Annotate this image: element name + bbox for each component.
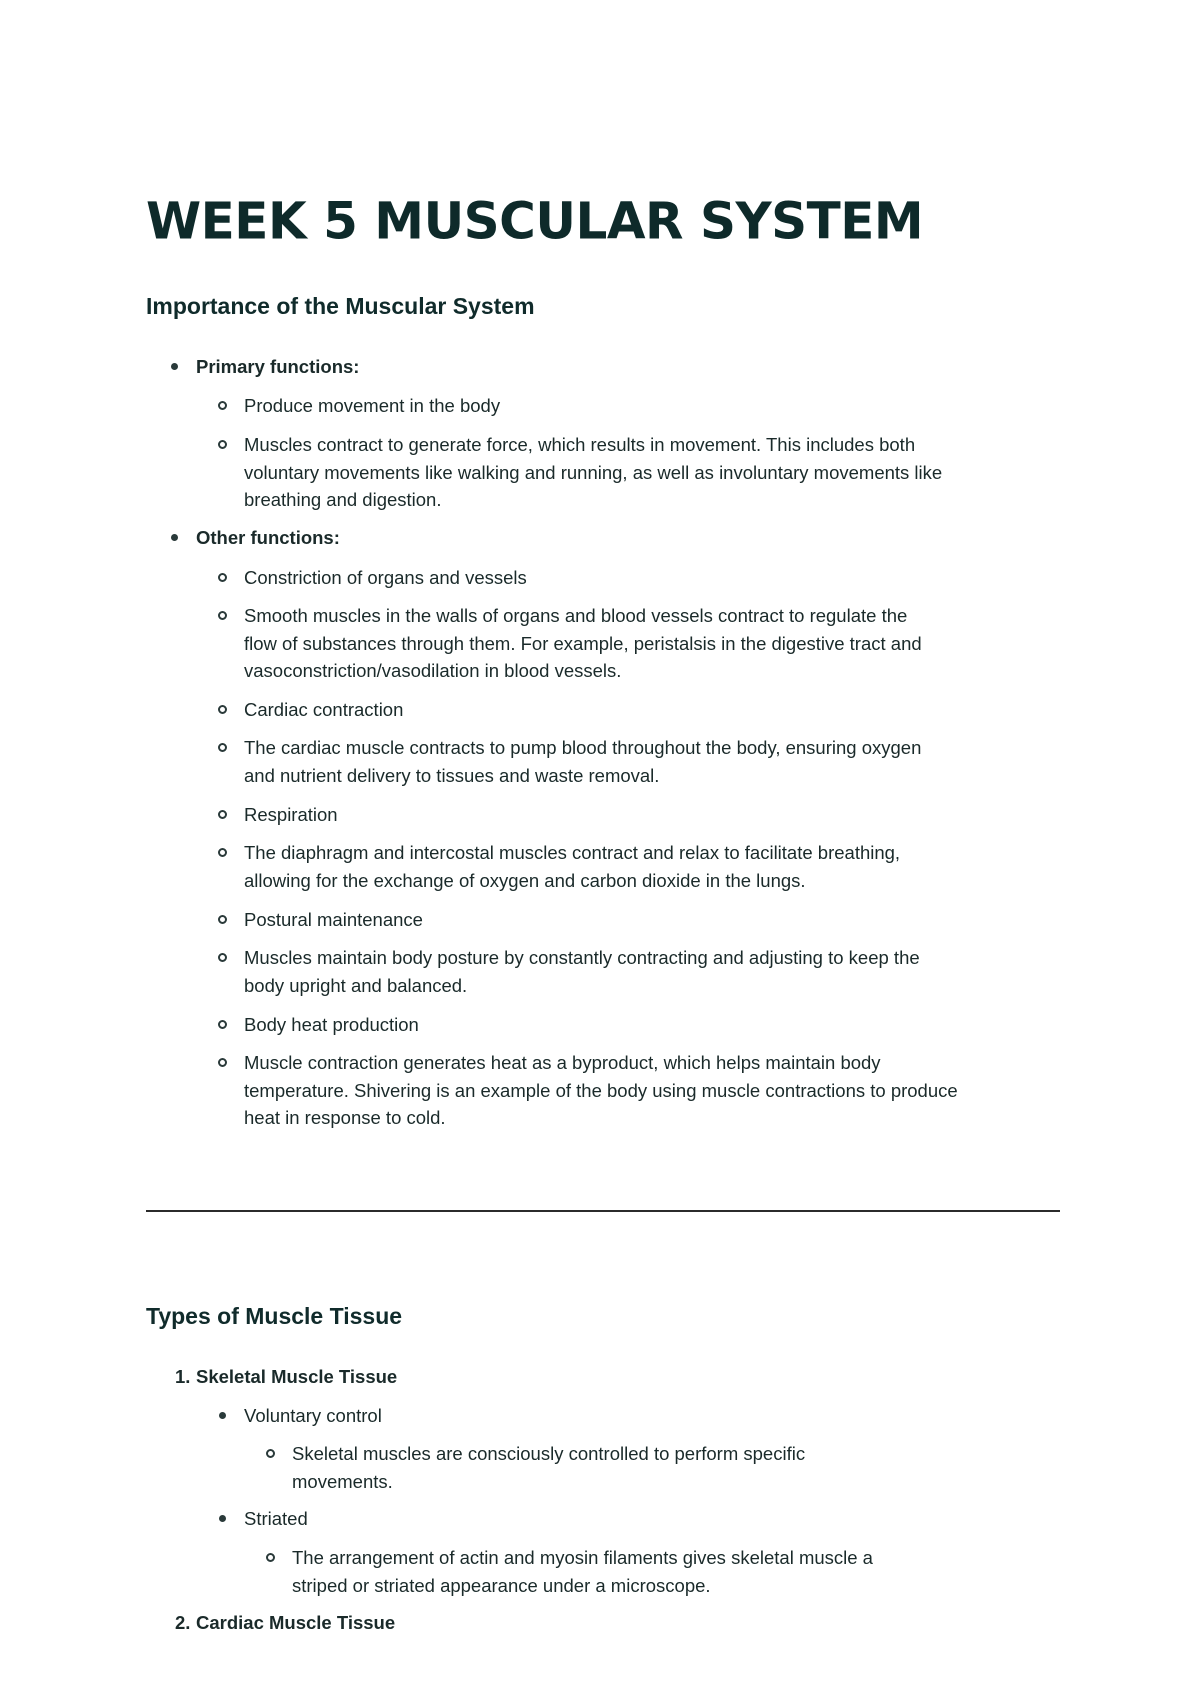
- circle-bullet-icon: [218, 573, 227, 582]
- list-item: The arrangement of actin and myosin filaments gives skeletal muscle a striped or striated appearance under a microscope.: [292, 1544, 912, 1599]
- list-item: Striated: [244, 1505, 308, 1533]
- circle-bullet-icon: [218, 1058, 227, 1067]
- circle-bullet-icon: [218, 743, 227, 752]
- list-item: Muscle contraction generates heat as a byproduct, which helps maintain body temperature. Shivering is an example of the body using muscle contractions to produce heat in response to cold.: [244, 1049, 964, 1132]
- circle-bullet-icon: [218, 1020, 227, 1029]
- list-item-other-functions: [196, 524, 340, 552]
- list-label: Skeletal Muscle Tissue: [196, 1366, 398, 1387]
- bullet-icon: [171, 363, 178, 370]
- list-label: Other functions:: [196, 527, 340, 548]
- circle-bullet-icon: [218, 810, 227, 819]
- list-item: Body heat production: [244, 1011, 944, 1039]
- horizontal-divider: [146, 1210, 1060, 1212]
- circle-bullet-icon: [218, 705, 227, 714]
- list-number: 1.: [175, 1366, 191, 1387]
- list-label: Primary functions:: [196, 356, 360, 377]
- list-item: Voluntary control: [244, 1402, 382, 1430]
- list-label: Cardiac Muscle Tissue: [196, 1612, 396, 1633]
- circle-bullet-icon: [266, 1553, 275, 1562]
- bullet-icon: [219, 1515, 226, 1522]
- list-item: Muscles maintain body posture by constantly contracting and adjusting to keep the body upright and balanced.: [244, 944, 964, 999]
- circle-bullet-icon: [218, 915, 227, 924]
- bullet-icon: [171, 534, 178, 541]
- section-heading-importance: Importance of the Muscular System: [146, 293, 535, 319]
- circle-bullet-icon: [218, 401, 227, 410]
- numbered-item-skeletal: [175, 1363, 398, 1391]
- circle-bullet-icon: [218, 440, 227, 449]
- circle-bullet-icon: [266, 1449, 275, 1458]
- list-item-primary-functions: [196, 353, 359, 381]
- list-item: The diaphragm and intercostal muscles contract and relax to facilitate breathing, allowing for the exchange of oxygen and carbon dioxide in the lungs.: [244, 839, 964, 894]
- numbered-item-cardiac: [175, 1609, 396, 1637]
- list-number: 2.: [175, 1612, 191, 1633]
- circle-bullet-icon: [218, 953, 227, 962]
- bullet-icon: [219, 1412, 226, 1419]
- list-item: Smooth muscles in the walls of organs and blood vessels contract to regulate the flow of substances through them. For example, peristalsis in the digestive tract and vasoconstriction/vasodilation in blood vessels.: [244, 602, 944, 685]
- circle-bullet-icon: [218, 611, 227, 620]
- section-heading-types: Types of Muscle Tissue: [146, 1303, 403, 1329]
- page-title: WEEK 5 MUSCULAR SYSTEM: [146, 191, 924, 251]
- list-item: Cardiac contraction: [244, 696, 944, 724]
- circle-bullet-icon: [218, 848, 227, 857]
- list-item: Produce movement in the body: [244, 392, 964, 420]
- list-item: Respiration: [244, 801, 944, 829]
- list-item: Muscles contract to generate force, which results in movement. This includes both voluntary movements like walking and running, as well as involuntary movements like breathing and digestion.: [244, 431, 944, 514]
- list-item: Postural maintenance: [244, 906, 944, 934]
- list-item: The cardiac muscle contracts to pump blood throughout the body, ensuring oxygen and nutrient delivery to tissues and waste removal.: [244, 734, 944, 789]
- list-item: Constriction of organs and vessels: [244, 564, 944, 592]
- list-item: Skeletal muscles are consciously controlled to perform specific movements.: [292, 1440, 872, 1495]
